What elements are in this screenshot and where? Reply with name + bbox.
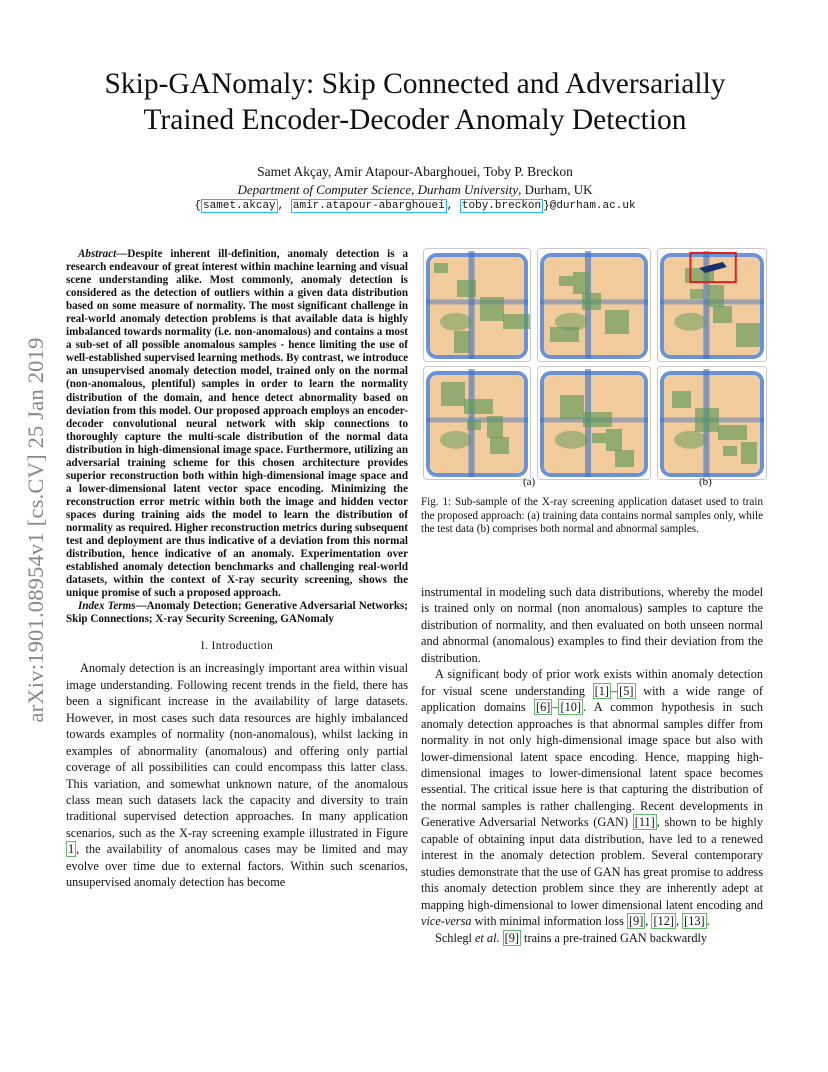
intro-text: Schlegl bbox=[435, 930, 475, 945]
affiliation bbox=[50, 182, 780, 198]
affiliation-location: , Durham, UK bbox=[518, 182, 593, 197]
author-list: Samet Akçay, Amir Atapour-Abarghouei, Toby P. Breckon bbox=[257, 164, 573, 179]
intro-paragraph-3 bbox=[421, 930, 763, 946]
intro-text: , shown to be highly capable of obtaining input data distribution, have led to a renewed interest in the anomaly detection problem. Several contemporary studies demonstrate that the use of GAN has great promise to address this anomaly detection problem since they are inherently adept at mapping high-dimensional to lower dimensional latent encoding and bbox=[421, 815, 763, 912]
intro-text: , bbox=[675, 914, 683, 929]
figure-ref-link[interactable]: 1 bbox=[68, 842, 75, 857]
title-line-1: Skip-GANomaly: Skip Connected and Adversarially bbox=[104, 68, 726, 100]
left-column bbox=[66, 248, 408, 891]
author-emails bbox=[50, 200, 780, 212]
xray-scan-drawing bbox=[424, 367, 530, 479]
intro-paragraph-2 bbox=[421, 666, 763, 929]
intro-text: trains a pre-trained GAN backwardly bbox=[520, 930, 708, 945]
citation-link[interactable]: [12] bbox=[653, 914, 674, 929]
xray-scan-drawing bbox=[424, 249, 530, 361]
intro-text: Anomaly detection is an increasingly important area within visual image understanding. Following recent trends in the field, there has been a significant increase in the availability of large datasets. However, in most cases such data resources are highly imbalanced towards examples of normality (non-anomalous), whilst lacking in examples of abnormality (anomalous) and offering only partial coverage of all possibilities can could encompass this latter class. This variation, and somewhat unknown nature, of the anomalous class mean such datasets lack the capacity and diversity to train traditional supervised detection approaches. In many application scenarios, such as the X-ray screening example illustrated in Figure bbox=[66, 661, 408, 840]
citation-link[interactable]: [11] bbox=[634, 815, 655, 830]
figure-1 bbox=[421, 244, 767, 486]
affiliation-department: Department of Computer Science, Durham University bbox=[237, 182, 519, 197]
emphasis: et al. bbox=[474, 930, 500, 945]
xray-scan-image bbox=[657, 248, 767, 362]
section-heading-introduction: I. Introduction bbox=[200, 640, 274, 653]
range-dash: – bbox=[611, 683, 618, 698]
citation-link[interactable]: [5] bbox=[619, 683, 634, 698]
xray-scan-drawing bbox=[538, 367, 650, 479]
citation-link[interactable]: [1] bbox=[594, 683, 609, 698]
abstract-text: —Despite inherent ill-definition, anomaly detection is a research endeavour of great interest within machine learning and visual scene understanding alike. Most commonly, anomaly detection is considered as the detection of outliers within a given data distribution based on some measure of normality. The most significant challenge in real-world anomaly detection problems is that available data is highly imbalanced towards normality (i.e. non-anomalous) and contains a most a sub-set of all possible anomalous samples - hence limiting the use of well-established supervised learning methods. By contrast, we introduce an unsupervised anomaly detection model, trained only on the normal (non-anomalous, plentiful) samples in order to learn the normality distribution of the domain, and hence detect abnormality based on deviation from this model. Our proposed approach employs an encoder-decoder convolutional neural network with skip connections to thoroughly capture the multi-scale distribution of the normal data distribution in high-dimensional image space. Furthermore, utilizing an adversarial training scheme for this chosen architecture provides superior reconstruction both within high-dimensional image space and a lower-dimensional latent vector space encoding. Minimizing the reconstruction error metric within both the image and hidden vector spaces during training aids the model to learn the distribution of normality as required. Higher reconstruction metrics during subsequent test and deployment are thus indicative of a deviation from this normal distribution, hence indicative of an anomaly. Experimentation over established anomaly detection benchmarks and challenging real-world datasets, within the context of X-ray security screening, shows the unique promise of such a proposed approach. bbox=[66, 248, 408, 600]
intro-text: A significant body of prior work exists within anomaly detection for visual scene understanding bbox=[421, 667, 763, 698]
intro-paragraph-1 bbox=[66, 660, 408, 890]
xray-scan-drawing bbox=[658, 367, 766, 479]
index-terms-text: —Anomaly Detection; Generative Adversarial Networks; Skip Connections; X-ray Security Screening, GANomaly bbox=[66, 600, 408, 626]
intro-text: . bbox=[706, 914, 710, 929]
intro-text: with a wide range of application domains bbox=[421, 683, 763, 715]
emphasis: vice-versa bbox=[421, 914, 472, 929]
index-terms-lead: Index Terms bbox=[78, 600, 136, 613]
xray-scan-image bbox=[537, 366, 651, 480]
xray-scan-image bbox=[423, 366, 531, 480]
xray-scan-image bbox=[537, 248, 651, 362]
email-brace-open: { bbox=[194, 200, 202, 212]
xray-scan-drawing bbox=[538, 249, 650, 361]
title-line-2: Trained Encoder-Decoder Anomaly Detection bbox=[143, 104, 687, 136]
range-dash: – bbox=[552, 700, 559, 715]
email-link-breckon[interactable]: toby.breckon bbox=[461, 200, 542, 212]
index-terms bbox=[66, 600, 408, 626]
intro-text: . A common hypothesis in such anomaly detection approaches is that abnormal samples differ from normality in not only high-dimensional image space but also with lower-dimensional latent space encoding. Hence, mapping high-dimensional images to lower-dimensional latent space becomes essential. The critical issue here is that capturing the distribution of the normal samples is rather challenging. Recent developments in Generative Adversarial Networks (GAN) bbox=[421, 700, 764, 830]
arxiv-id-text: arXiv:1901.08954v1 [cs.CV] 25 Jan 2019 bbox=[23, 337, 48, 723]
email-link-akcay[interactable]: samet.akcay bbox=[203, 200, 276, 212]
intro-paragraph-cont: instrumental in modeling such data distributions, whereby the model is trained only on normal (non anomalous) samples to capture the distribution of normality, and then evaluated on both unseen normal and abnormal (anomalous) examples to find their deviation from the distribution. bbox=[421, 585, 763, 665]
paper-title bbox=[50, 66, 780, 138]
abstract-lead: Abstract bbox=[78, 248, 117, 260]
email-domain: }@durham.ac.uk bbox=[543, 200, 636, 212]
citation-link[interactable]: [10] bbox=[560, 700, 581, 715]
subfigure-label-a: (a) bbox=[523, 476, 536, 488]
xray-scan-image bbox=[423, 248, 531, 362]
arxiv-identifier bbox=[14, 280, 58, 780]
figure-caption: Fig. 1: Sub-sample of the X-ray screening application dataset used to train the proposed approach: (a) training data contains normal samples only, while the test data (b) comprises both normal and abnormal samples. bbox=[421, 496, 763, 536]
xray-scan-drawing bbox=[658, 249, 766, 361]
citation-link[interactable]: [6] bbox=[535, 700, 551, 715]
email-separator: , bbox=[277, 200, 291, 212]
intro-text: , the availability of anomalous cases may be limited and may evolve over time due to external factors. Within such scenarios, unsupervised anomaly detection has become bbox=[66, 842, 408, 890]
intro-text: with minimal information loss bbox=[471, 914, 627, 929]
email-link-atapour[interactable]: amir.atapour-abarghouei bbox=[292, 200, 445, 212]
citation-link[interactable]: [9] bbox=[628, 914, 644, 929]
xray-scan-image bbox=[657, 366, 767, 480]
abstract bbox=[66, 248, 408, 600]
intro-text: , bbox=[645, 914, 652, 929]
subfigure-label-b: (b) bbox=[699, 476, 712, 488]
citation-link[interactable]: [13] bbox=[684, 914, 705, 929]
citation-link[interactable]: [9] bbox=[504, 930, 519, 945]
right-column bbox=[421, 584, 763, 946]
email-separator: , bbox=[446, 200, 460, 212]
